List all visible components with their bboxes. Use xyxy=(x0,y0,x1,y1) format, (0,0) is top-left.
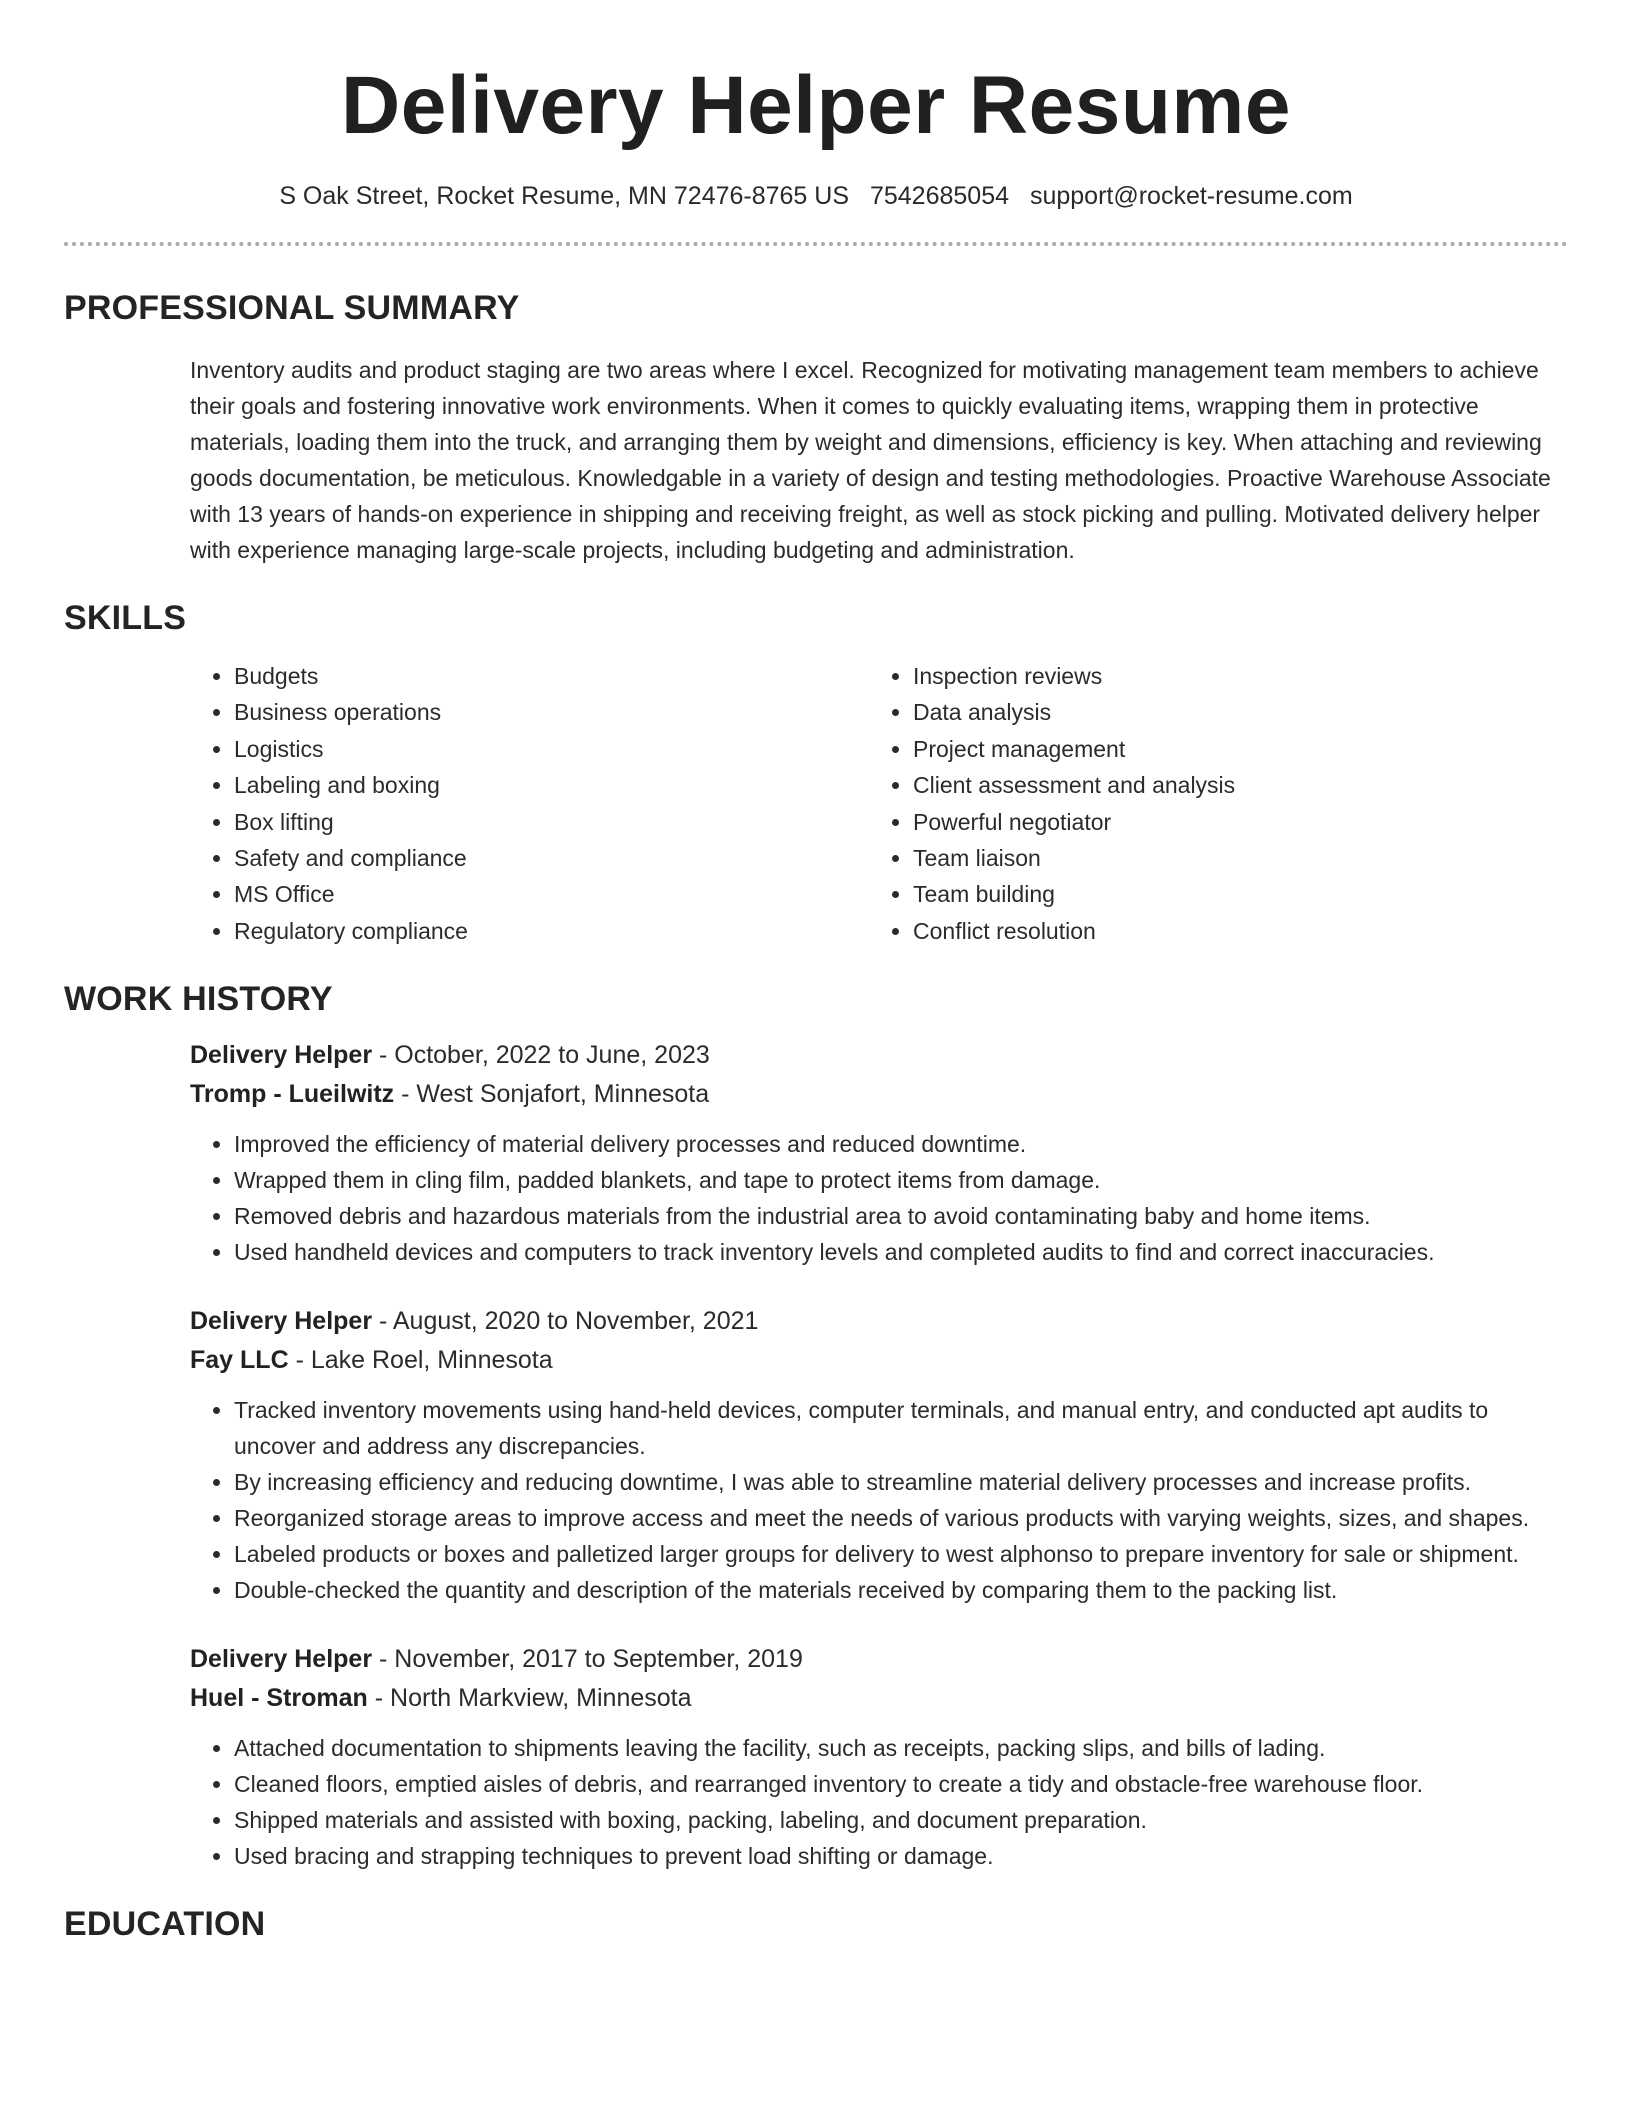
job-title-line xyxy=(190,1039,1568,1071)
job-bullet: • Labeled products or boxes and palletized larger groups for delivery to west alphonso to prepare inventory for sale or shipment. xyxy=(234,1536,1568,1572)
header-divider xyxy=(64,242,1568,246)
job-bullet: • By increasing efficiency and reducing downtime, I was able to streamline material delivery processes and increase profits. xyxy=(234,1464,1568,1500)
section-title-education: EDUCATION xyxy=(64,1905,266,1944)
job-bullet: • Tracked inventory movements using hand-held devices, computer terminals, and manual entry, and conducted apt audits to uncover and address any discrepancies. xyxy=(234,1392,1568,1464)
skill-item: • Data analysis xyxy=(913,694,1548,730)
job-location: - Lake Roel, Minnesota xyxy=(288,1346,553,1375)
job-dates: - November, 2017 to September, 2019 xyxy=(372,1645,803,1674)
contact-phone: 7542685054 xyxy=(869,182,1010,210)
job-bullets xyxy=(190,1730,1568,1874)
job-entry xyxy=(190,1039,1568,1270)
job-dates: - October, 2022 to June, 2023 xyxy=(372,1041,710,1070)
job-title-line xyxy=(190,1643,1568,1675)
skill-item: • Budgets xyxy=(234,658,869,694)
resume-title: Delivery Helper Resume xyxy=(341,60,1291,151)
job-company: Huel - Stroman xyxy=(190,1684,368,1713)
job-company: Fay LLC xyxy=(190,1346,289,1375)
section-title-skills: SKILLS xyxy=(64,599,187,637)
skills-list-left xyxy=(190,658,869,949)
job-role: Delivery Helper xyxy=(190,1041,373,1070)
section-title-work-history: WORK HISTORY xyxy=(64,980,333,1019)
skill-item: • Safety and compliance xyxy=(234,840,869,876)
skill-item: • Labeling and boxing xyxy=(234,767,869,803)
section-title-summary: PROFESSIONAL SUMMARY xyxy=(64,289,520,327)
job-dates: - August, 2020 to November, 2021 xyxy=(372,1307,759,1336)
job-bullets xyxy=(190,1126,1568,1270)
job-bullet: • Cleaned floors, emptied aisles of debris, and rearranged inventory to create a tidy and obstacle-free warehouse floor. xyxy=(234,1766,1568,1802)
job-bullet: • Used handheld devices and computers to track inventory levels and completed audits to find and correct inaccuracies. xyxy=(234,1234,1568,1270)
job-bullets xyxy=(190,1392,1568,1608)
job-location: - West Sonjafort, Minnesota xyxy=(394,1080,710,1109)
skill-item: • Client assessment and analysis xyxy=(913,767,1548,803)
skill-item: • Box lifting xyxy=(234,804,869,840)
contact-email: support@rocket-resume.com xyxy=(1029,182,1353,210)
job-bullet: • Wrapped them in cling film, padded blankets, and tape to protect items from damage. xyxy=(234,1162,1568,1198)
skill-item: • Inspection reviews xyxy=(913,658,1548,694)
skill-item: • Powerful negotiator xyxy=(913,804,1548,840)
skill-item: • Business operations xyxy=(234,694,869,730)
skill-item: • Team liaison xyxy=(913,840,1548,876)
job-bullet: • Attached documentation to shipments leaving the facility, such as receipts, packing slips, and bills of lading. xyxy=(234,1730,1568,1766)
skill-item: • Logistics xyxy=(234,731,869,767)
skill-item: • Project management xyxy=(913,731,1548,767)
skills-grid xyxy=(190,658,1568,949)
job-bullet: • Used bracing and strapping techniques to prevent load shifting or damage. xyxy=(234,1838,1568,1874)
job-bullet: • Shipped materials and assisted with boxing, packing, labeling, and document preparation. xyxy=(234,1802,1568,1838)
job-company-line xyxy=(190,1078,1568,1110)
job-bullet: • Improved the efficiency of material delivery processes and reduced downtime. xyxy=(234,1126,1568,1162)
skill-item: • Team building xyxy=(913,876,1548,912)
skill-item: • MS Office xyxy=(234,876,869,912)
contact-address: S Oak Street, Rocket Resume, MN 72476-8765 US xyxy=(279,182,850,210)
contact-line xyxy=(64,180,1568,212)
job-role: Delivery Helper xyxy=(190,1307,373,1336)
skill-item: • Conflict resolution xyxy=(913,913,1548,949)
job-entry xyxy=(190,1305,1568,1608)
resume-page xyxy=(64,0,1568,1944)
job-company-line xyxy=(190,1344,1568,1376)
job-company: Tromp - Lueilwitz xyxy=(190,1080,395,1109)
skills-list-right xyxy=(869,658,1548,949)
job-bullet: • Reorganized storage areas to improve access and meet the needs of various products with varying weights, sizes, and shapes. xyxy=(234,1500,1568,1536)
job-location: - North Markview, Minnesota xyxy=(367,1684,692,1713)
job-bullet: • Removed debris and hazardous materials from the industrial area to avoid contaminating baby and home items. xyxy=(234,1198,1568,1234)
job-entry xyxy=(190,1643,1568,1874)
skill-item: • Regulatory compliance xyxy=(234,913,869,949)
job-role: Delivery Helper xyxy=(190,1645,373,1674)
summary-text: Inventory audits and product staging are two areas where I excel. Recognized for motivating management team members to achieve their goals and fostering innovative work environments. When it comes to quickly evaluating items, wrapping them in protective materials, loading them into the truck, and arranging them by weight and dimensions, efficiency is key. When attaching and reviewing goods documentation, be meticulous. Knowledgable in a variety of design and testing methodologies. Proactive Warehouse Associate with 13 years of hands-on experience in shipping and receiving freight, as well as stock picking and pulling. Motivated delivery helper with experience managing large-scale projects, including budgeting and administration. xyxy=(190,357,1551,563)
job-company-line xyxy=(190,1682,1568,1714)
job-bullet: • Double-checked the quantity and description of the materials received by comparing them to the packing list. xyxy=(234,1572,1568,1608)
job-title-line xyxy=(190,1305,1568,1337)
